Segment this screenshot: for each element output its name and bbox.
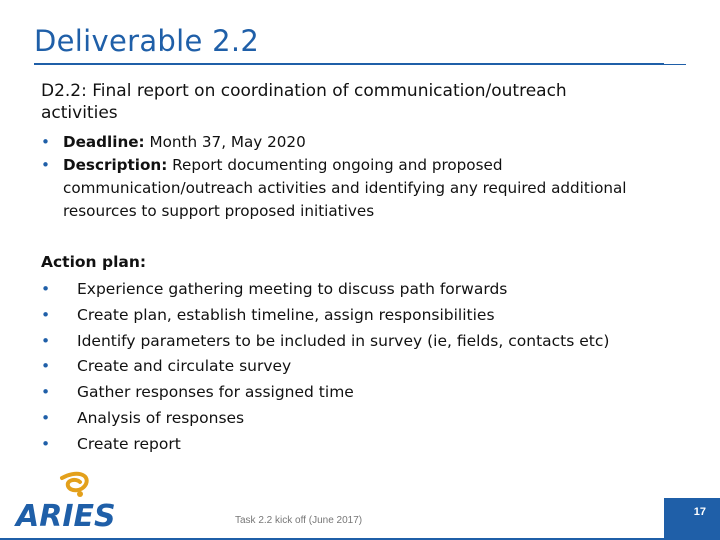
aries-logo (14, 470, 144, 536)
slide-title: Deliverable 2.2 (34, 24, 260, 58)
bullet-icon: • (41, 408, 51, 427)
action-item-text: Analysis of responses (77, 408, 245, 427)
action-item (41, 380, 609, 406)
action-item (41, 329, 609, 355)
action-item (41, 432, 609, 458)
logo-dot-icon (77, 491, 83, 497)
page-number: 17 (693, 506, 706, 518)
action-item-text: Identify parameters to be included in survey (ie, fields, contacts etc) (77, 331, 610, 350)
action-item-text: Create plan, establish timeline, assign responsibilities (77, 305, 495, 324)
bullet-icon: • (41, 156, 50, 174)
title-underline-extension (664, 64, 686, 65)
action-item-text: Gather responses for assigned time (77, 383, 354, 402)
logo-text: ARIES (16, 499, 116, 534)
action-plan-list (41, 277, 609, 458)
detail-description (41, 154, 691, 223)
action-item-text: Create and circulate survey (77, 357, 292, 376)
action-item-text: Experience gathering meeting to discuss path forwards (77, 280, 508, 298)
bullet-icon: • (41, 305, 51, 324)
action-item (41, 406, 609, 432)
detail-label: Description: (63, 156, 168, 174)
detail-deadline (41, 131, 691, 154)
action-item (41, 354, 609, 380)
deliverable-description: D2.2: Final report on coordination of communication/outreach activities (41, 81, 567, 123)
bullet-icon: • (41, 383, 51, 402)
bullet-icon: • (41, 434, 51, 453)
bullet-icon: • (41, 280, 51, 298)
footer-text: Task 2.2 kick off (June 2017) (235, 515, 363, 526)
detail-label: Deadline: (63, 133, 145, 151)
action-item-text: Create report (77, 434, 181, 453)
detail-text: Month 37, May 2020 (144, 133, 306, 151)
bullet-icon: • (41, 331, 51, 350)
bullet-icon: • (41, 133, 50, 151)
deliverable-details-list (41, 131, 691, 223)
title-underline (34, 63, 664, 65)
action-item (41, 303, 609, 329)
logo-swoosh-icon (62, 474, 87, 491)
page-number-box (664, 498, 720, 540)
bullet-icon: • (41, 357, 51, 376)
detail-text: Report documenting ongoing and proposed communication/outreach activities and identifying any required additional resources to support proposed initiatives (63, 156, 627, 220)
action-plan-heading: Action plan: (41, 253, 147, 271)
action-item (41, 277, 609, 303)
